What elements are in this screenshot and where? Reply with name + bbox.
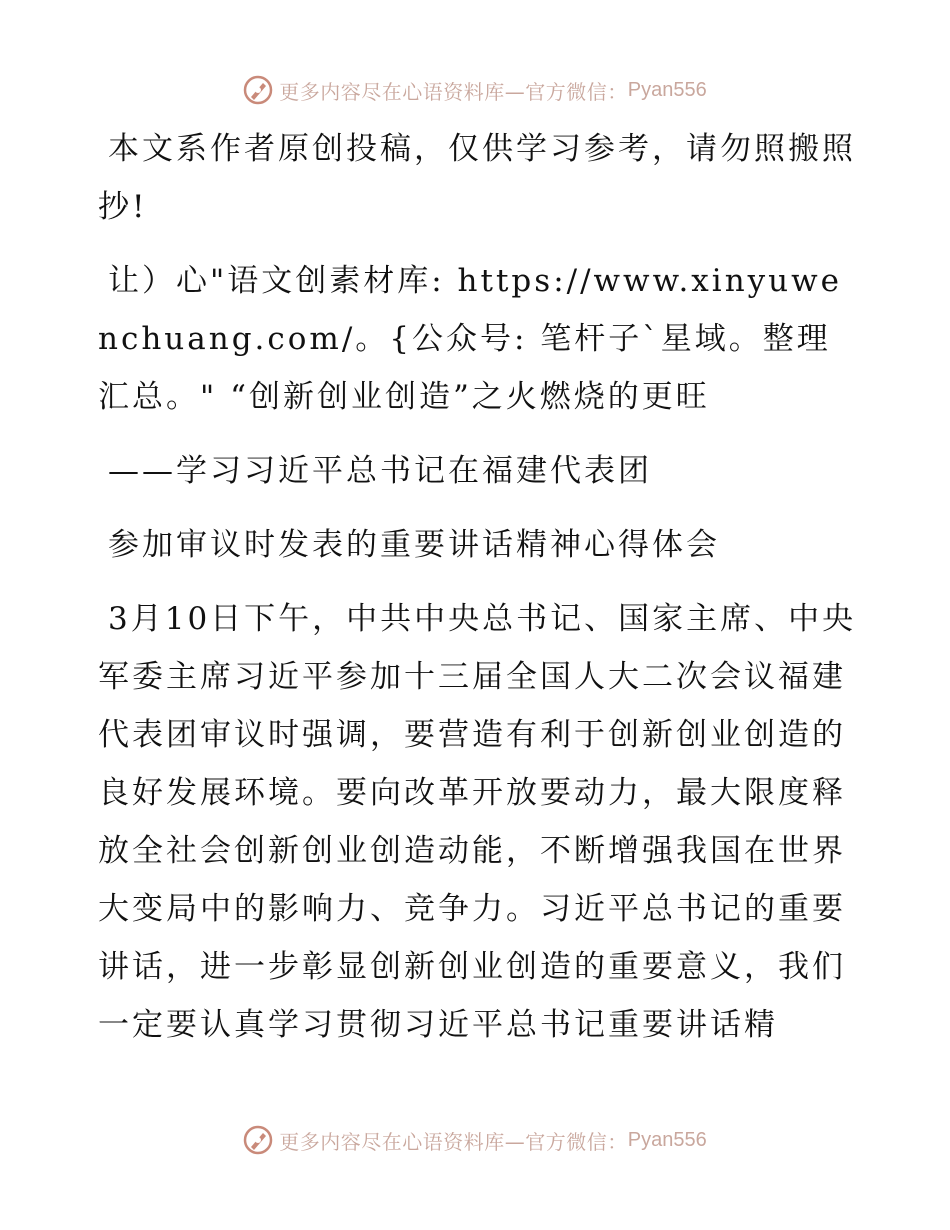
pen-circle-icon xyxy=(243,75,273,105)
paragraph-disclaimer: 本文系作者原创投稿，仅供学习参考，请勿照搬照抄! xyxy=(98,131,856,225)
watermark-text: 更多内容尽在心语资料库—官方微信： xyxy=(279,1129,628,1154)
subtitle-line-2: 参加审议时发表的重要讲话精神心得体会 xyxy=(108,527,720,563)
subtitle-line-1: ——学习习近平总书记在福建代表团 xyxy=(108,453,652,489)
footer-watermark xyxy=(0,1120,950,1160)
paragraph-body: 3月10日下午，中共中央总书记、国家主席、中央军委主席习近平参加十三届全国人大二次会议福建代表团审议时强调，要营造有利于创新创业创造的良好发展环境。要向改革开放要动力，最大限度释放全社会创新创业创造动能，不断增强我国在世界大变局中的影响力、竞争力。习近平总书记的重要讲话，进一步彰显创新创业创造的重要意义，我们一定要认真学习贯彻习近平总书记重要讲话精 xyxy=(98,601,857,1043)
document-body xyxy=(98,120,858,1070)
paragraph-source: 让）心"语文创素材库: https://www.xinyuwenchuang.com/。{公众号: 笔杆子`星域。整理汇总。" “创新创业创造”之火燃烧的更旺 xyxy=(98,263,843,415)
watermark-id: Pyan556 xyxy=(627,78,707,101)
watermark-text: 更多内容尽在心语资料库—官方微信： xyxy=(279,79,628,104)
header-watermark xyxy=(0,70,950,110)
watermark-id: Pyan556 xyxy=(627,1128,707,1151)
pen-circle-icon xyxy=(243,1125,273,1155)
